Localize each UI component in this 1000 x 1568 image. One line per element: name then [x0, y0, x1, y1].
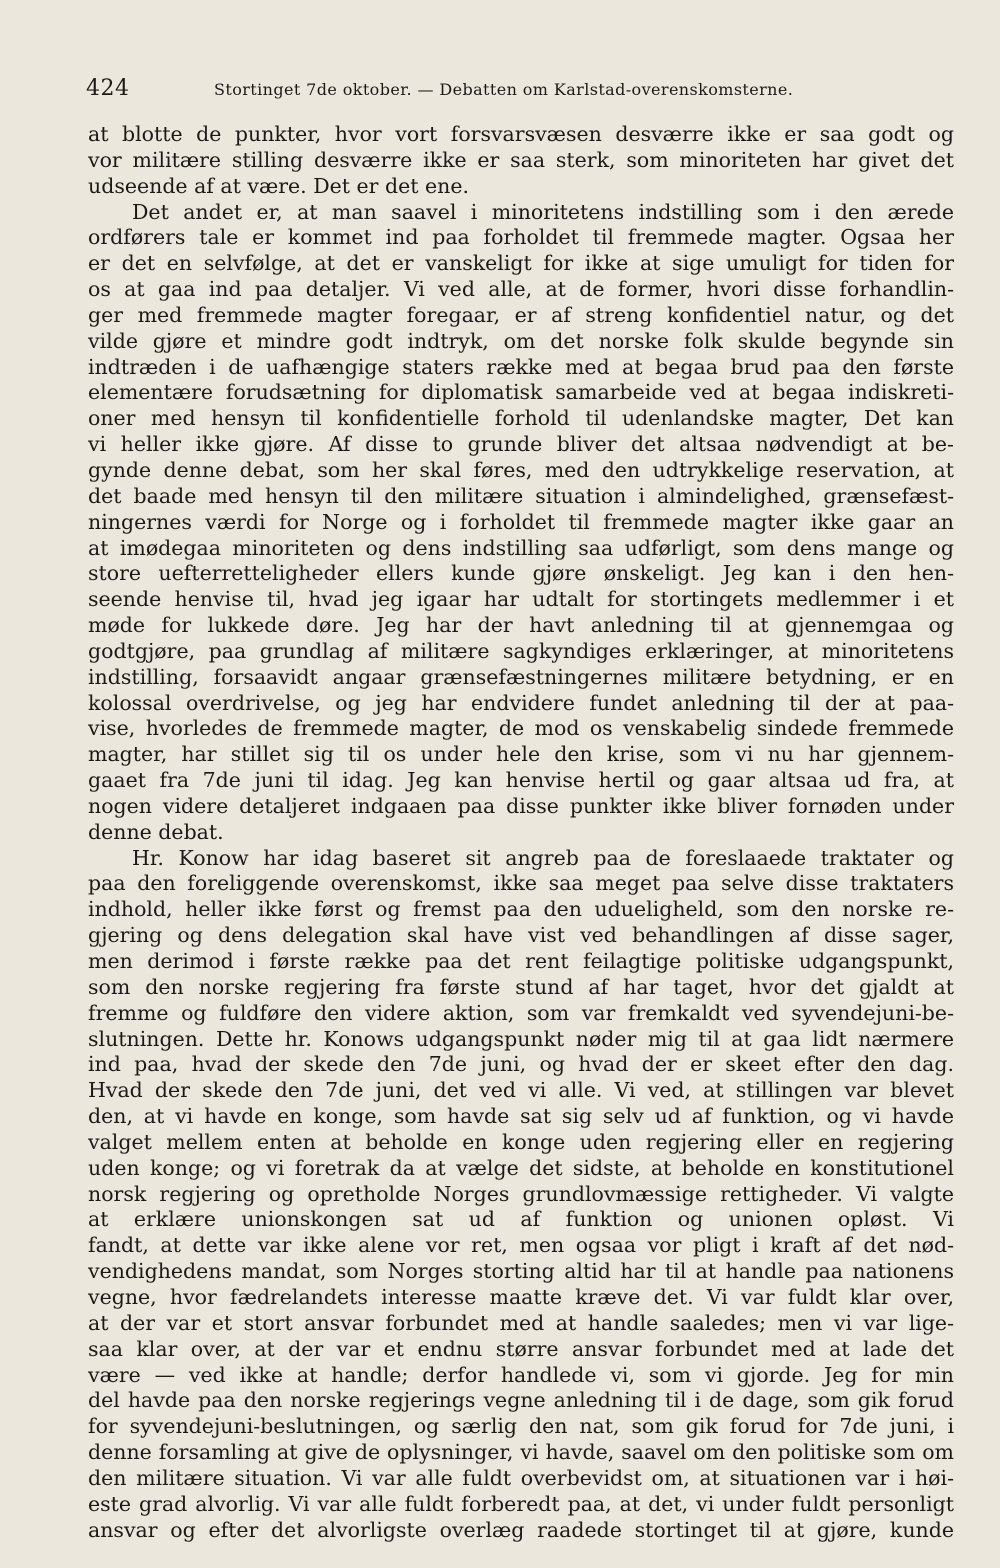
- text-line: at erklære unionskongen sat ud af funktion og unionen opløst. Vi: [88, 1207, 954, 1232]
- body-text: [88, 122, 954, 1543]
- text-line: vise, hvorledes de fremmede magter, de mod os venskabelig sindede fremmede: [88, 716, 954, 741]
- text-line: elementære forudsætning for diplomatisk samarbeide ved at begaa indiskreti-: [88, 380, 954, 405]
- text-line: ger med fremmede magter foregaar, er af streng konfidentiel natur, og det: [88, 302, 954, 327]
- text-line: denne debat.: [88, 819, 224, 844]
- text-line: gjering og dens delegation skal have vist ved behandlingen af disse sager,: [88, 923, 954, 948]
- text-line: nogen videre detaljeret indgaaen paa disse punkter ikke bliver fornøden under: [88, 793, 954, 818]
- text-line: fandt, at dette var ikke alene vor ret, men ogsaa vor pligt i kraft af det nød-: [88, 1233, 954, 1258]
- text-line: ind paa, hvad der skede den 7de juni, og hvad der er skeet efter den dag.: [88, 1052, 954, 1077]
- text-line: denne forsamling at give de oplysninger, vi havde, saavel om den politiske som om: [88, 1440, 954, 1465]
- text-line: valget mellem enten at beholde en konge uden regjering eller en regjering: [88, 1129, 954, 1154]
- text-line: norsk regjering og opretholde Norges grundlovmæssige rettigheder. Vi valgte: [88, 1181, 954, 1206]
- text-line: ansvar og efter det alvorligste overlæg raadede stortinget til at gjøre, kunde: [88, 1517, 954, 1542]
- text-line: Det andet er, at man saavel i minoritetens indstilling som i den ærede: [132, 199, 954, 224]
- text-line: paa den foreliggende overenskomst, ikke saa meget paa selve disse traktaters: [88, 871, 954, 896]
- text-line: Hr. Konow har idag baseret sit angreb paa de foreslaaede traktater og: [132, 845, 954, 870]
- text-line: at imødegaa minoriteten og dens indstilling saa udførligt, som dens mange og: [88, 535, 954, 560]
- text-line: del havde paa den norske regjerings vegne anledning til i de dage, som gik forud: [88, 1388, 954, 1413]
- text-line: den militære situation. Vi var alle fuldt overbevidst om, at situationen var i høi-: [88, 1465, 954, 1490]
- text-line: vi heller ikke gjøre. Af disse to grunde bliver det altsaa nødvendigt at be-: [88, 432, 954, 457]
- text-line: os at gaa ind paa detaljer. Vi ved alle, at de former, hvori disse forhandlin-: [88, 277, 954, 302]
- text-line: udseende af at være. Det er det ene.: [88, 173, 469, 198]
- text-line: seende henvise til, hvad jeg igaar har udtalt for stortingets medlemmer i et: [88, 587, 954, 612]
- text-line: er det en selvfølge, at det er vanskeligt for ikke at sige umuligt for tiden for: [88, 251, 954, 276]
- running-head-title: Stortinget 7de oktober. — Debatten om Karlstad-overenskomsterne.: [214, 80, 794, 99]
- text-line: møde for lukkede døre. Jeg har der havt anledning til at gjennemgaa og: [88, 613, 954, 638]
- text-line: det baade med hensyn til den militære situation i almindelighed, grænsefæst-: [88, 483, 954, 508]
- text-line: este grad alvorlig. Vi var alle fuldt forberedt paa, at det, vi under fuldt personligt: [88, 1491, 954, 1516]
- text-line: store uefterretteligheder ellers kunde gjøre ønskeligt. Jeg kan i den hen-: [88, 561, 954, 586]
- text-line: Hvad der skede den 7de juni, det ved vi alle. Vi ved, at stillingen var blevet: [88, 1078, 954, 1103]
- text-line: fremme og fuldføre den videre aktion, som var fremkaldt ved syvendejuni-be-: [88, 1000, 954, 1025]
- text-line: ningernes værdi for Norge og i forholdet til fremmede magter ikke gaar an: [88, 509, 954, 534]
- text-line: kolossal overdrivelse, og jeg har endvidere fundet anledning til der at paa-: [88, 690, 954, 715]
- text-line: vendighedens mandat, som Norges storting altid har til at handle paa nationens: [88, 1259, 954, 1284]
- text-line: at blotte de punkter, hvor vort forsvarsvæsen desværre ikke er saa godt og: [88, 122, 954, 146]
- text-line: oner med hensyn til konfidentielle forhold til udenlandske magter, Det kan: [88, 406, 954, 431]
- text-line: vor militære stilling desværre ikke er saa sterk, som minoriteten har givet det: [88, 147, 954, 172]
- text-line: saa klar over, at der var et endnu større ansvar forbundet med at lade det: [88, 1336, 954, 1361]
- text-line: at der var et stort ansvar forbundet med at handle saaledes; men vi var lige-: [88, 1310, 954, 1335]
- text-line: indstilling, forsaavidt angaar grænsefæstningernes militære betydning, er en: [88, 664, 954, 689]
- text-line: men derimod i første række paa det rent feilagtige politiske udgangspunkt,: [88, 949, 954, 973]
- text-line: indtræden i de uafhængige staters række med at begaa brud paa den første: [88, 354, 954, 379]
- text-line: gaaet fra 7de juni til idag. Jeg kan henvise hertil og gaar altsaa ud fra, at: [88, 768, 954, 793]
- text-line: vegne, hvor fædrelandets interesse maatte kræve det. Vi var fuldt klar over,: [88, 1284, 954, 1309]
- text-line: indhold, heller ikke først og fremst paa den udueligheld, som den norske re-: [88, 897, 954, 922]
- text-line: slutningen. Dette hr. Konows udgangspunkt nøder mig til at gaa lidt nærmere: [88, 1026, 954, 1051]
- text-line: den, at vi havde en konge, som havde sat sig selv ud af funktion, og vi havde: [88, 1104, 954, 1129]
- text-line: godtgjøre, paa grundlag af militære sagkyndiges erklæringer, at minoritetens: [88, 638, 954, 663]
- page-number: 424: [86, 76, 130, 101]
- text-line: ordførers tale er kommet ind paa forholdet til fremmede magter. Ogsaa her: [88, 225, 954, 250]
- text-line: vilde gjøre et mindre godt indtryk, om det norske folk skulde begynde sin: [88, 328, 954, 353]
- text-line: være — ved ikke at handle; derfor handlede vi, som vi gjorde. Jeg for min: [88, 1362, 954, 1387]
- text-line: gynde denne debat, som her skal føres, med den udtrykkelige reservation, at: [88, 457, 954, 482]
- text-line: magter, har stillet sig til os under hele den krise, som vi nu har gjennem-: [88, 742, 954, 767]
- text-line: uden konge; og vi foretrak da at vælge det sidste, at beholde en konstitutionel: [88, 1155, 954, 1180]
- text-line: for syvendejuni-beslutningen, og særlig den nat, som gik forud for 7de juni, i: [88, 1414, 954, 1439]
- running-head: [86, 76, 956, 106]
- text-line: som den norske regjering fra første stund af har taget, hvor det gjaldt at: [88, 974, 954, 999]
